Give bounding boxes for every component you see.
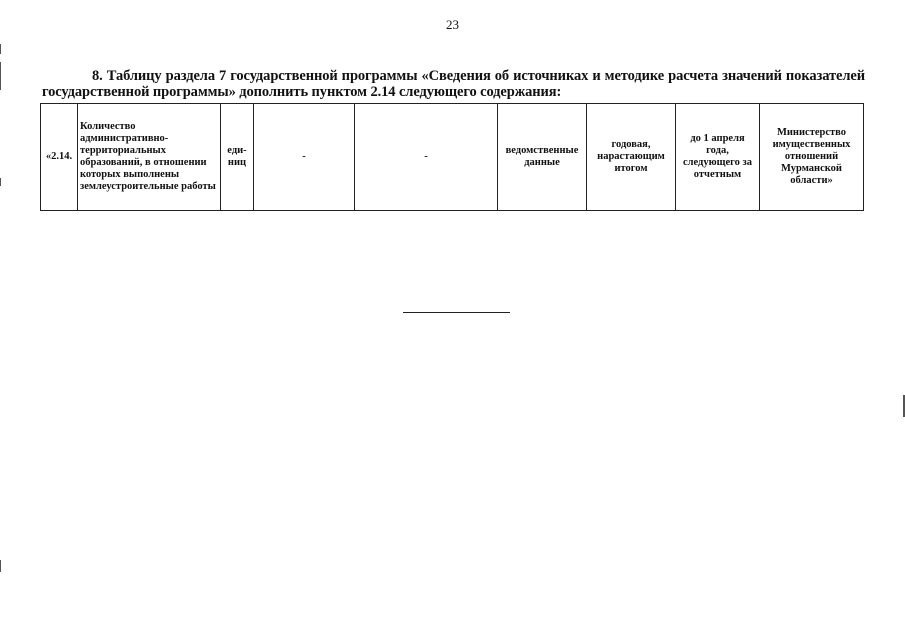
data-source-cell: ведомственные данные <box>498 104 587 211</box>
indicator-table <box>40 103 864 211</box>
row-number-cell: «2.14. <box>41 104 78 211</box>
periodicity-cell: годовая, нарастающим итогом <box>587 104 676 211</box>
closing-rule <box>403 312 510 313</box>
page-number: 23 <box>446 17 459 32</box>
unit-cell: еди-ниц <box>221 104 254 211</box>
amendment-paragraph: 8. Таблицу раздела 7 государственной программы «Сведения об источниках и методике расчета значений показателей государственной программы» дополнить пунктом 2.14 следующего содержания: <box>42 68 865 100</box>
indicator-name-cell: Количество административно-территориальных образований, в отношении которых выполнены землеустроительные работы <box>78 104 221 211</box>
scan-edge-mark-left-mid <box>0 62 1 90</box>
dash-cell-1: - <box>254 104 355 211</box>
responsible-cell: Министерство имущественных отношений Мурманской области» <box>760 104 864 211</box>
dash-cell-2: - <box>355 104 498 211</box>
table-row <box>41 104 864 211</box>
scan-edge-mark-left-low <box>0 178 1 186</box>
scan-edge-mark-left-top <box>0 44 1 54</box>
scan-edge-mark-left-bottom <box>0 560 1 572</box>
deadline-cell: до 1 апреля года, следующего за отчетным <box>676 104 760 211</box>
